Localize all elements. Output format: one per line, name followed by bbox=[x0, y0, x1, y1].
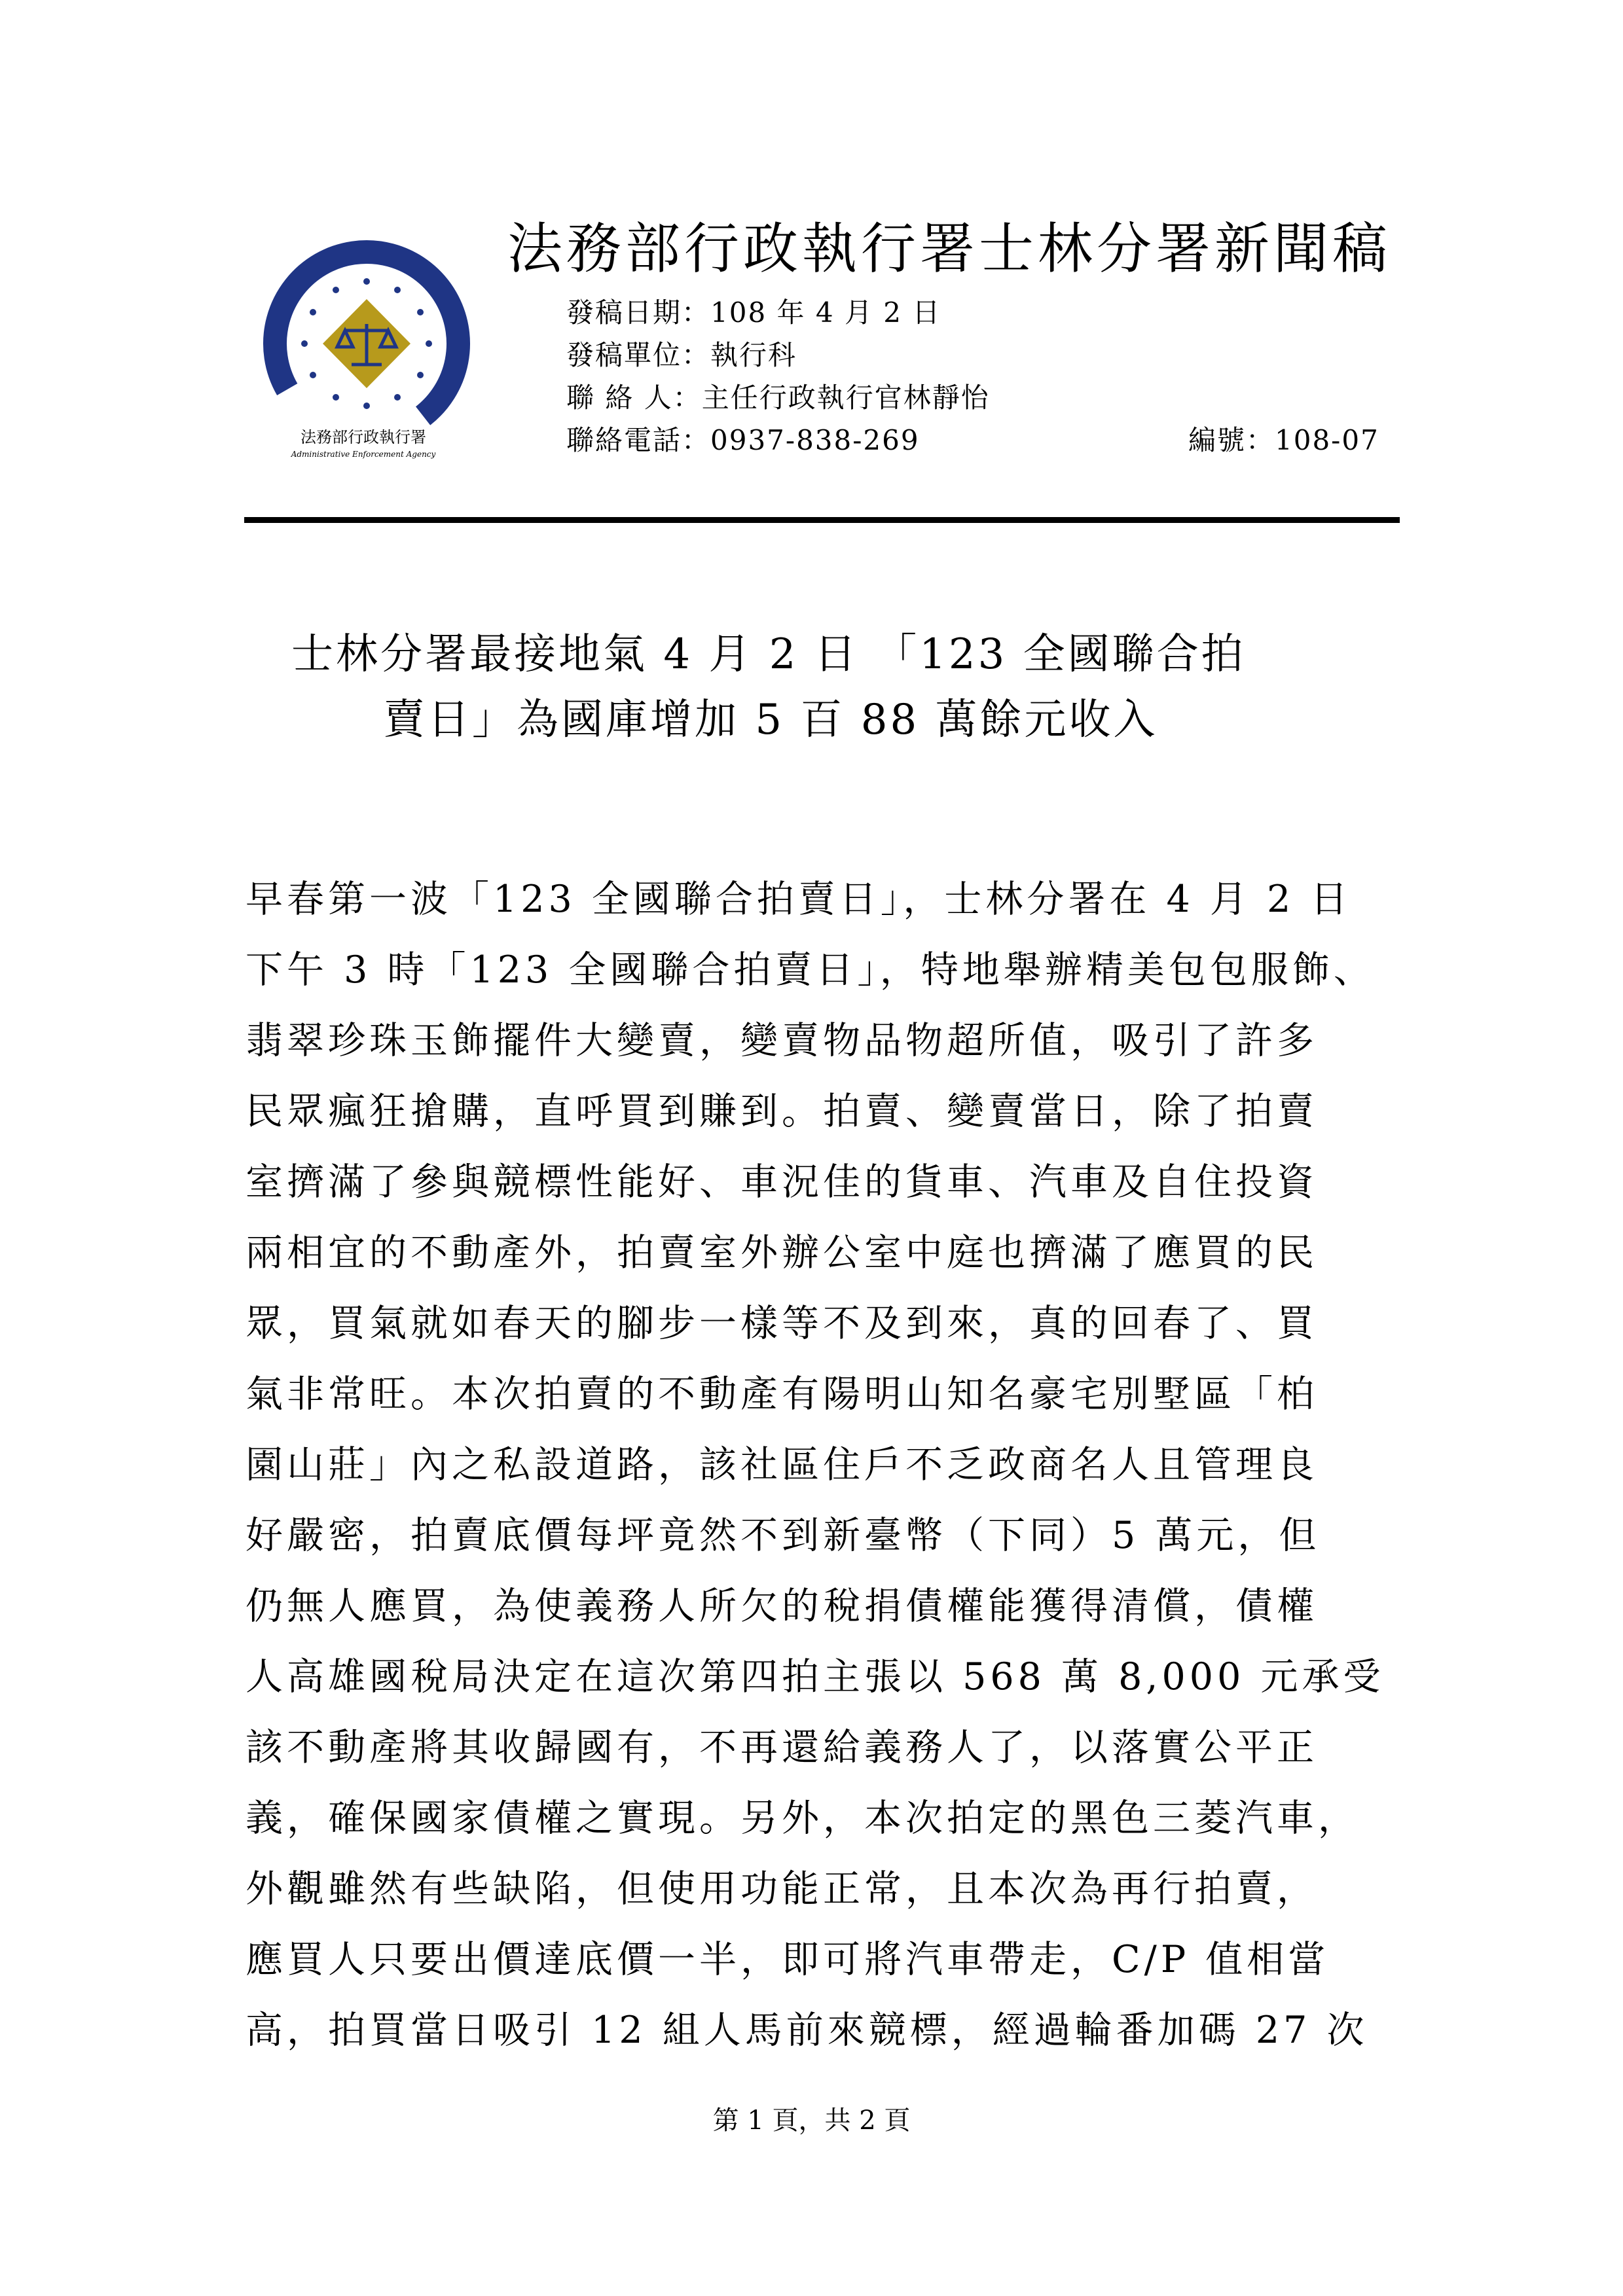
body-line: 早春第一波「123 全國聯合拍賣日」，士林分署在 4 月 2 日 bbox=[246, 878, 1352, 921]
page-number: 第 1 頁，共 2 頁 bbox=[712, 2106, 911, 2136]
contact-person: 聯 絡 人：主任行政執行官林靜怡 bbox=[566, 382, 990, 414]
body-line: 氣非常旺。本次拍賣的不動產有陽明山知名豪宅別墅區「柏 bbox=[246, 1372, 1318, 1416]
release-unit: 發稿單位：執行科 bbox=[566, 339, 797, 371]
body-line: 兩相宜的不動產外，拍賣室外辦公室中庭也擠滿了應買的民 bbox=[246, 1231, 1318, 1274]
body-line: 眾，買氣就如春天的腳步一樣等不及到來，真的回春了、買 bbox=[246, 1302, 1318, 1345]
headline-line-1: 士林分署最接地氣 4 月 2 日 「123 全國聯合拍 bbox=[291, 630, 1246, 679]
body-paragraph bbox=[246, 864, 1385, 2066]
logo-agency-subtitle: Administrative Enforcement Agency bbox=[291, 450, 436, 459]
body-line: 外觀雖然有些缺陷，但使用功能正常，且本次為再行拍賣， bbox=[246, 1867, 1318, 1910]
body-line: 應買人只要出價達底價一半，即可將汽車帶走，C/P 值相當 bbox=[246, 1938, 1330, 1981]
body-line: 人高雄國稅局決定在這次第四拍主張以 568 萬 8,000 元承受 bbox=[246, 1655, 1385, 1698]
body-line: 翡翠珍珠玉飾擺件大變賣，變賣物品物超所值，吸引了許多 bbox=[246, 1019, 1318, 1062]
body-line: 義，確保國家債權之實現。另外，本次拍定的黑色三菱汽車， bbox=[246, 1797, 1359, 1840]
logo-agency-name: 法務部行政執行署 bbox=[301, 428, 426, 446]
body-line: 仍無人應買，為使義務人所欠的稅捐債權能獲得清償，債權 bbox=[246, 1585, 1318, 1628]
headline-line-2: 賣日」為國庫增加 5 百 88 萬餘元收入 bbox=[383, 696, 1158, 744]
body-line: 民眾瘋狂搶購，直呼買到賺到。拍賣、變賣當日，除了拍賣 bbox=[246, 1090, 1318, 1133]
body-line: 下午 3 時「123 全國聯合拍賣日」，特地舉辦精美包包服飾、 bbox=[246, 948, 1375, 992]
body-line: 該不動產將其收歸國有，不再還給義務人了，以落實公平正 bbox=[246, 1726, 1318, 1769]
body-line: 好嚴密，拍賣底價每坪竟然不到新臺幣（下同）5 萬元，但 bbox=[246, 1514, 1321, 1557]
body-line: 園山莊」內之私設道路，該社區住戶不乏政商名人且管理良 bbox=[246, 1443, 1318, 1486]
header-divider bbox=[244, 517, 1400, 523]
release-date: 發稿日期：108 年 4 月 2 日 bbox=[566, 296, 941, 329]
body-line: 高，拍買當日吸引 12 組人馬前來競標，經過輪番加碼 27 次 bbox=[246, 2009, 1368, 2052]
contact-phone: 聯絡電話：0937-838-269 bbox=[566, 424, 920, 456]
logo-caption bbox=[259, 429, 468, 463]
release-number: 編號：108-07 bbox=[1188, 424, 1379, 456]
press-release-title: 法務部行政執行署士林分署新聞稿 bbox=[507, 217, 1392, 281]
body-line: 室擠滿了參與競標性能好、車況佳的貨車、汽車及自住投資 bbox=[246, 1160, 1318, 1204]
